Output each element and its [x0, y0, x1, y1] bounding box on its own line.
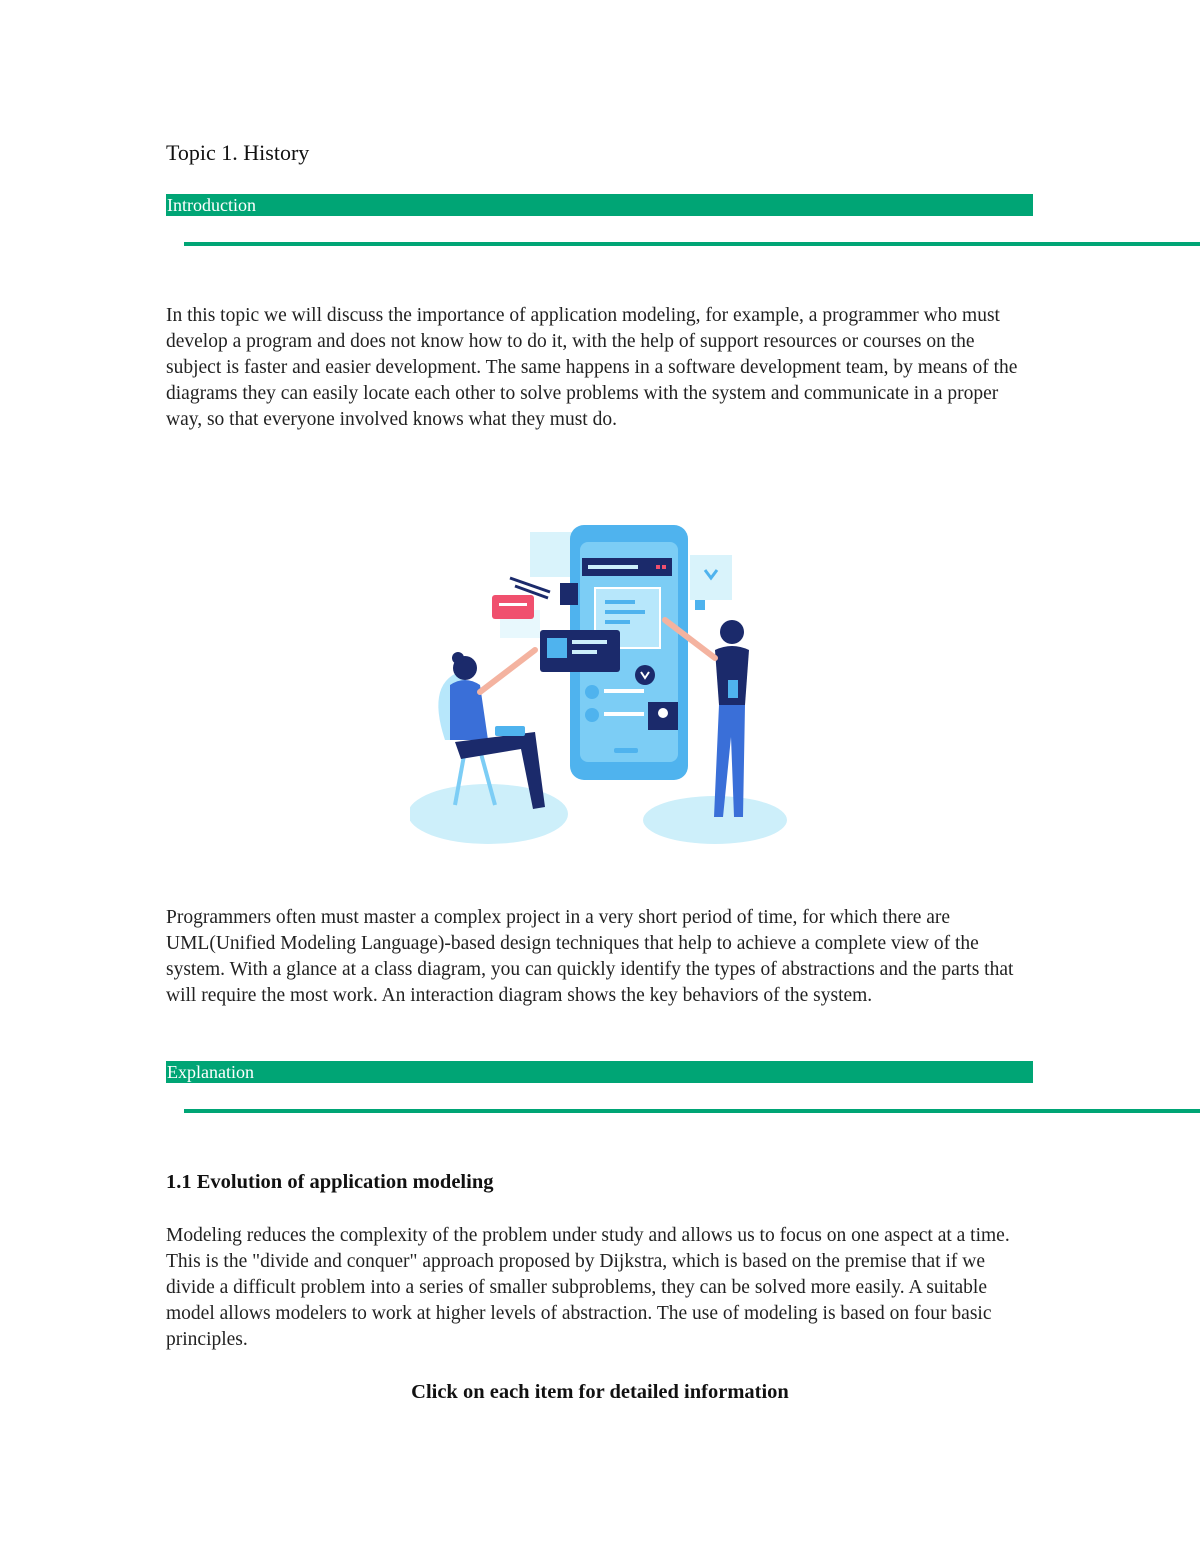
phone-home-bar	[614, 748, 638, 753]
list-line	[604, 712, 644, 716]
play-icon	[635, 665, 655, 685]
intro-paragraph: In this topic we will discuss the importance of application modeling, for example, a programmer who must develop a program and does not know how to do it, with the help of support resources or courses on the subject is faster and easier development. The same happens in a software development team, by means of the diagrams they can easily locate each other to solve problems with the system and communicate in a proper way, so that everyone involved knows what they must do.	[166, 305, 1018, 430]
uml-paragraph: Programmers often must master a complex project in a very short period of time, for which there are UML(Unified Modeling Language)-based design techniques that help to achieve a complete view of the system. With a glance at a class diagram, you can quickly identify the types of abstractions and the parts that will require the most work. An interaction diagram shows the key behaviors of the system.	[166, 907, 1014, 1006]
woman-arm	[480, 650, 535, 692]
phone-in-hand-icon	[728, 680, 738, 698]
location-pin-icon	[560, 583, 578, 605]
app-header-text	[588, 565, 638, 569]
content-line	[605, 600, 635, 604]
click-instruction: Click on each item for detailed information	[411, 1381, 789, 1403]
tablet-icon	[495, 726, 525, 736]
woman-hair-bun	[452, 652, 464, 664]
modeling-paragraph: Modeling reduces the complexity of the problem under study and allows us to focus on one aspect at a time. This is the "divide and conquer" approach proposed by Dijkstra, which is based on the premise that if we divide a difficult problem into a series of smaller subproblems, they can be solved more easily. A suitable model allows modelers to work at higher levels of abstraction. The use of modeling is based on four basic principles.	[166, 1225, 1010, 1350]
floating-cube	[695, 600, 705, 610]
profile-card-line	[572, 650, 597, 654]
man-head	[720, 620, 744, 644]
floor-shadow-left	[410, 784, 568, 844]
app-header-dot	[656, 565, 660, 569]
user-icon	[658, 708, 668, 718]
section-heading-introduction: Introduction	[166, 194, 1033, 216]
profile-card-line	[572, 640, 607, 644]
page-title: Topic 1. History	[166, 140, 310, 165]
app-design-illustration	[410, 520, 795, 850]
chat-bubble-icon	[492, 595, 534, 619]
list-line	[604, 689, 644, 693]
section-divider	[184, 242, 1200, 246]
app-header-dot	[662, 565, 666, 569]
section-heading-explanation: Explanation	[166, 1061, 1033, 1083]
profile-card-avatar	[547, 638, 567, 658]
list-bullet	[585, 685, 599, 699]
subsection-heading: 1.1 Evolution of application modeling	[166, 1171, 494, 1193]
content-line	[605, 620, 630, 624]
list-bullet	[585, 708, 599, 722]
chat-bubble-line	[499, 603, 527, 606]
content-line	[605, 610, 645, 614]
section-divider	[184, 1109, 1200, 1113]
